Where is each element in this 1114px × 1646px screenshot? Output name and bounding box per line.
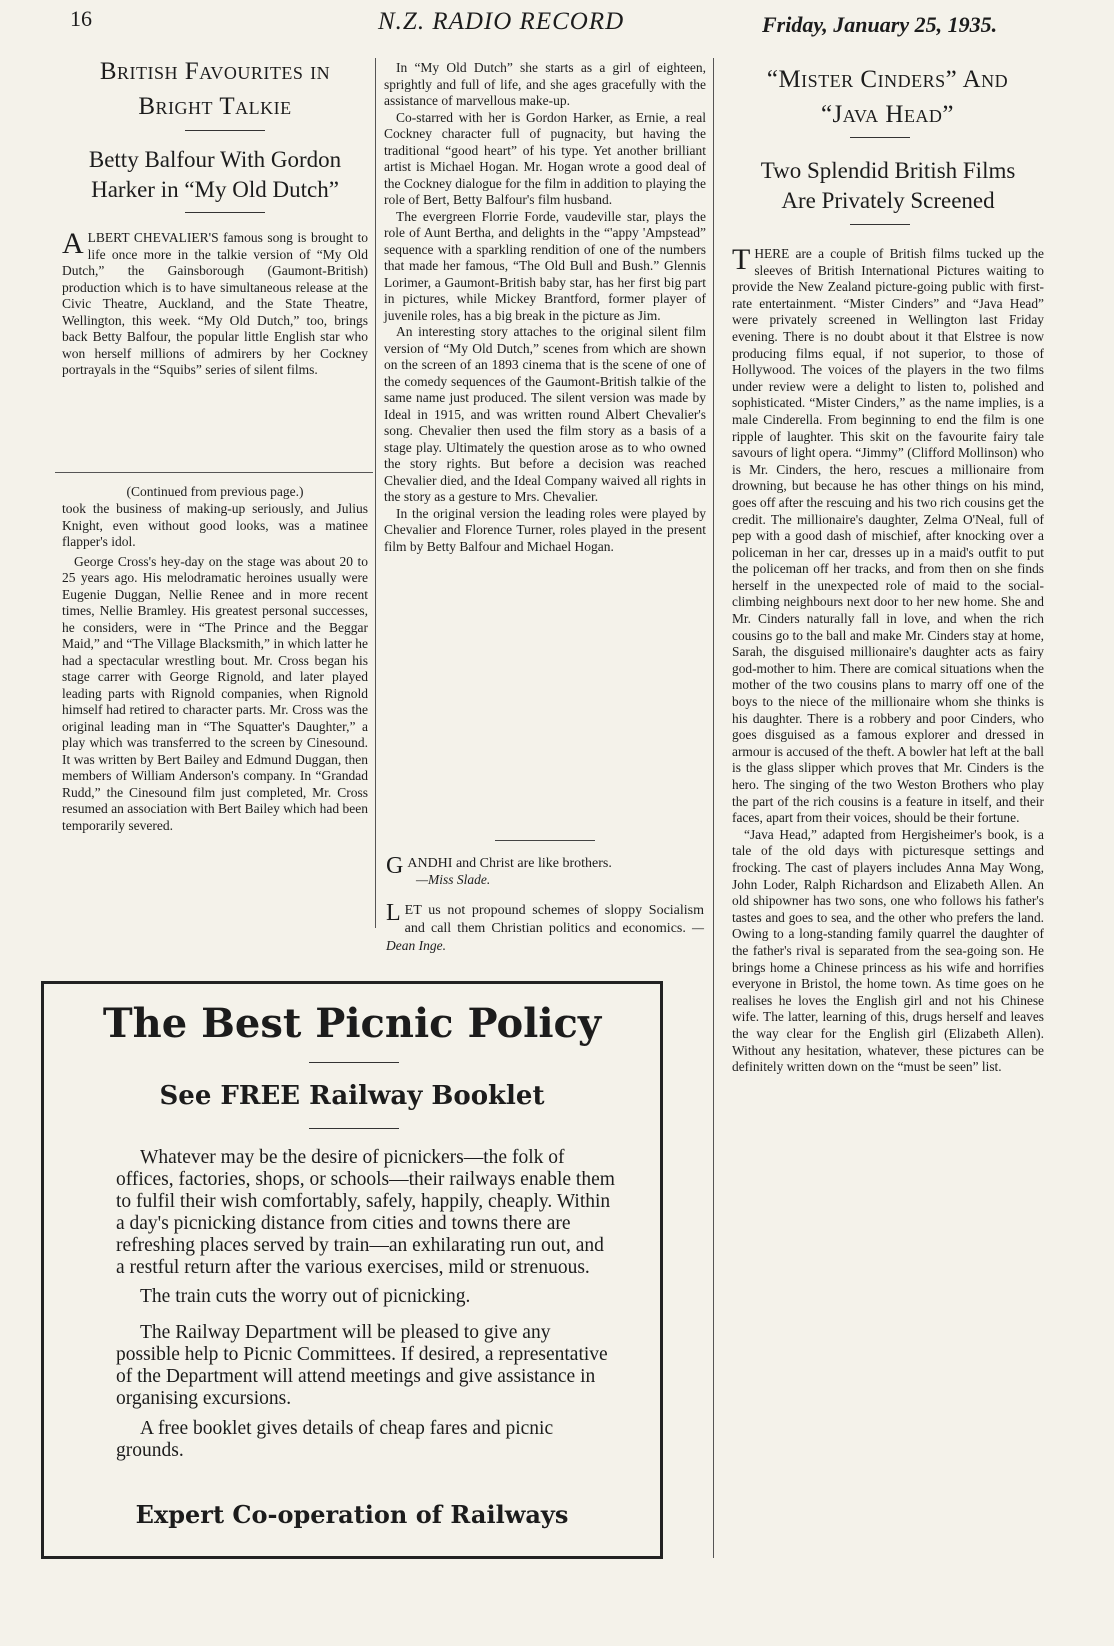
article1-subtitle-line2: Harker in “My Old Dutch”: [91, 177, 339, 202]
article1-paragraph: In “My Old Dutch” she starts as a girl of eighteen, sprightly and full of life, and she ages gracefully with the assistance of marvellous make-up.: [384, 60, 706, 108]
continued-section: [62, 483, 368, 834]
article2-subtitle-line1: Two Splendid British Films: [760, 158, 1016, 183]
article1-subtitle-line1: Betty Balfour With Gordon: [88, 147, 342, 172]
dropcap: L: [386, 900, 401, 926]
quote-text: ANDHI and Christ are like brothers.: [407, 856, 612, 871]
quote-gandhi: [386, 855, 704, 888]
article1-title-line2: Bright Talkie: [138, 93, 292, 120]
article2-body: [732, 243, 1044, 1076]
quote-attribution: —Miss Slade.: [416, 872, 491, 887]
dropcap: T: [732, 243, 751, 276]
article1-column2: [384, 60, 706, 555]
article2-title: [720, 62, 1055, 132]
advert-paragraph: Whatever may be the desire of picnickers—the folk of offices, factories, shops, or schools—their railways enable them to fulfil their wish comfortably, safely, happily, cheaply. Within a day's picnicking distance from cities and towns there are refreshing places served by train—an exhilarating run out, and a restful return after the various exercises, mild or strenuous.: [116, 1147, 615, 1278]
article1-paragraph: Co-starred with her is Gordon Harker, as Ernie, a real Cockney character full of pugnacity, but having the traditional “good heart” of his type. Yet another brilliant artist is Michael Hogan. Mr. Hogan wrote a good deal of the Cockney dialogue for the film in addition to playing the role of Bert, Betty Balfour's film husband.: [384, 109, 706, 207]
article1-title-line1: British Favourites in: [99, 58, 331, 85]
divider: [55, 472, 373, 473]
issue-date: Friday, January 25, 1935.: [762, 12, 998, 37]
article1-intro: [62, 227, 368, 379]
divider: [850, 137, 910, 138]
advert-paragraph: A free booklet gives details of cheap fares and picnic grounds.: [116, 1418, 554, 1461]
article2-paragraph: “Java Head,” adapted from Hergisheimer's book, is a tale of the old days with picturesque settings and frocking. The cast of players includes Anna May Wong, John Loder, Ralph Richardson and Elizabeth Allen. An old shipowner has two sons, one who follows his father's tastes and goes to sea, and the other who prefers the land. Owing to a long-standing family quarrel the daughter of the father's rival is separated from the sea-going son. He brings home a Chinese princess as his wife and horrifies everyone in Bristol, the home town. As time goes on he realises he loves the English girl and not his Chinese wife. The latter, learning of this, drugs herself and leaves the way clear for the English girl (Elizabeth Allen). Without any hesitation, whatever, these pictures can be definitely written down on the “must be seen” list.: [732, 826, 1044, 1075]
article1-subtitle: [50, 145, 380, 205]
article1-intro-text: LBERT CHEVALIER'S famous song is brought to life once more in the talkie version of “My Old Dutch,” the Gainsborough (Gaumont-British) production which is to have simultaneous release at the Civic Theatre, Auckland, and the State Theatre, Wellington, this week. “My Old Dutch,” too, brings back Betty Balfour, the popular little English star who won herself millions of admirers by her Cockney portrayals in the “Squibs” series of silent films.: [62, 230, 368, 377]
continued-paragraph: took the business of making-up seriously, and Julius Knight, even without good looks, was a matinee flapper's idol.: [62, 501, 368, 549]
advert-paragraph: The Railway Department will be pleased to give any possible help to Picnic Committees. If desired, a representative of the Department will attend meetings and give assistance in organising excursions.: [116, 1322, 608, 1409]
quote-inge: [386, 902, 704, 955]
continued-label: (Continued from previous page.): [126, 484, 304, 499]
quote-text: ET us not propound schemes of sloppy Socialism and call them Christian politics and economics.: [404, 903, 704, 936]
divider: [185, 130, 265, 131]
railway-advert: [41, 981, 663, 1559]
continued-paragraph: George Cross's hey-day on the stage was about 20 to 25 years ago. His melodramatic heroines usually were Eugenie Duggan, Nellie Renee and in more recent times, Nellie Bramley. His greatest personal successes, he considers, were in “The Prince and the Beggar Maid,” and “The Village Blacksmith,” in which latter he had a spectacular wrestling bout. Mr. Cross began his stage carrer with George Rignold, and later played leading parts with Rignold companies, when Rignold himself had retired to character parts. Mr. Cross was the original leading man in “The Squatter's Daughter,” a play which was transferred to the screen by Cinesound. It was written by Bert Bailey and Edmund Duggan, then members of William Anderson's company. In “Grandad Rudd,” the Cinesound film just completed, Mr. Cross resumed an association with Bert Bailey which had been temporarily severed.: [62, 553, 368, 833]
article2-subtitle: [718, 156, 1058, 216]
publication-name: N.Z. RADIO RECORD: [378, 8, 625, 35]
divider: [185, 212, 265, 213]
page-number: 16: [70, 6, 92, 31]
article1-paragraph: In the original version the leading roles were played by Chevalier and Florence Turner, roles played in the present film by Betty Balfour and Michael Hogan.: [384, 505, 706, 554]
divider: [309, 1062, 399, 1063]
advert-headline: The Best Picnic Policy: [102, 1000, 602, 1047]
divider: [495, 840, 595, 841]
article1-paragraph: An interesting story attaches to the original silent film version of “My Old Dutch,” scenes from which are shown on the screen of an 1893 cinema that is the scene of one of the comedy sequences of the Gaumont-British talkie of the same name just produced. The silent version was made by Ideal in 1915, and was written round Albert Chevalier's song. Chevalier then used the film story as a basis of a stage play. Ultimately the question arose as to who owned the story rights. But before a decision was reached Chevalier died, and the Ideal Company waived all rights in the story as a gesture to Mrs. Chevalier.: [384, 324, 706, 504]
advert-paragraph: The train cuts the worry out of picnicking.: [140, 1286, 471, 1307]
column-rule: [713, 58, 714, 1558]
quote-attribution: —Dean Inge.: [386, 920, 704, 953]
dropcap: G: [386, 853, 404, 879]
article2-paragraph: HERE are a couple of British films tucked up the sleeves of British International Pictures waiting to provide the New Zealand picture-going public with first-rate entertainment. “Mister Cinders” and “Java Head” were privately screened in Wellington last Friday evening. There is no doubt about it that Elstree is now producing films equal, if not superior, to those of Hollywood. The voices of the players in the two films under review were a delight to listen to, polished and sophisticated. “Mister Cinders,” as the name implies, is a male Cinderella. From beginning to end the film is one ripple of laughter. This skit on the favourite fairy tale savours of light opera. “Jimmy” (Clifford Mollinson) who is Mr. Cinders, the hero, rescues a millionaire from drowning, but because he has other things on his mind, goes off after the rescuing and his two rich cousins get the credit. The millionaire's daughter, Zelma O'Neal, full of pep with a good dash of mischief, after knocking over a policeman in her car, dresses up in a maid's outfit to put the policeman off her tracks, and from then on she finds herself in the unexpected role of maid to the social-climbing neighbours next door to her new home. She and Mr. Cinders naturally fall in love, and when the rich cousins go to the ball and make Mr. Cinders stay at home, Sarah, the disguised millionaire's daughter acts as fairy god-mother to him. There are comical situations when the mother of the two cousins plans to marry off one of the boys to the niece of the millionaire whom she thinks is his daughter. There is a robbery and poor Cinders, who goes disguised as a famous explorer and dressed in armour is accused of the theft. A bowler hat left at the ball is the glass slipper which proves that Mr. Cinders is the hero. The singing of the two Weston Brothers who play the part of the rich cousins is a feature in itself, and their faces, apart from their voices, should be their fortune.: [732, 246, 1044, 826]
article2-title-line2: “Java Head”: [820, 101, 955, 128]
article1-title: [55, 54, 375, 124]
article1-paragraph: The evergreen Florrie Forde, vaudeville star, plays the role of Aunt Bertha, and delights in the “'appy 'Ampstead” sequence with a sparkling rendition of one of the numbers that made her famous, “The Old Bull and Bush.” Glennis Lorimer, a Gaumont-British baby star, has her first big part in pictures, while Mickey Brantford, former player of juvenile roles, has a big break in the picture as Jim.: [384, 208, 706, 323]
divider: [850, 224, 910, 225]
dropcap: A: [62, 227, 84, 260]
divider: [309, 1128, 399, 1129]
advert-footer: Expert Co-operation of Railways: [135, 1500, 569, 1529]
article2-title-line1: “Mister Cinders” And: [766, 66, 1009, 93]
advert-subhead: See FREE Railway Booklet: [159, 1081, 545, 1111]
article2-subtitle-line2: Are Privately Screened: [781, 188, 995, 213]
